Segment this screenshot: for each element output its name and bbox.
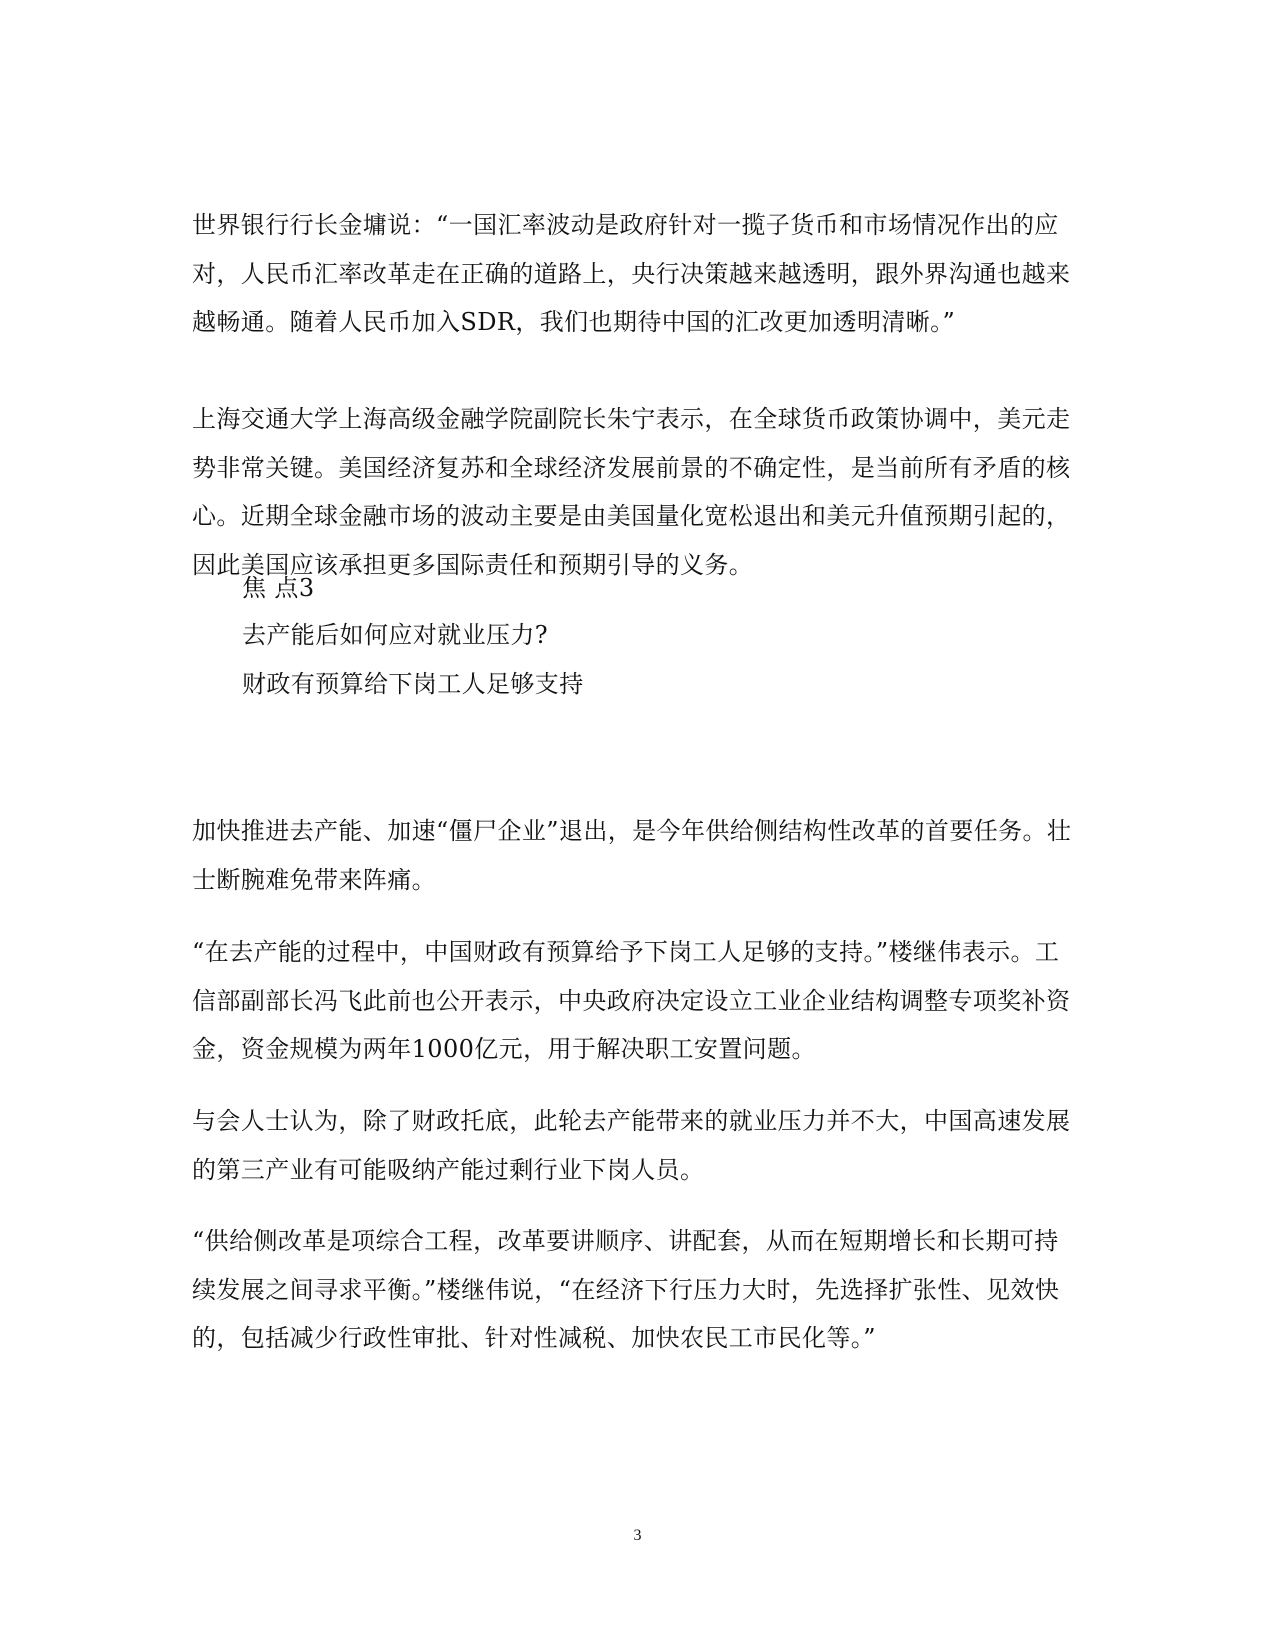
paragraph-employment-pressure: 与会人士认为，除了财政托底，此轮去产能带来的就业压力并不大，中国高速发展的第三产业有可能吸纳产能过剩行业下岗人员。	[192, 1107, 1071, 1184]
paragraph-capacity-reduction: 加快推进去产能、加速“僵尸企业”退出，是今年供给侧结构性改革的首要任务。壮士断腕难免带来阵痛。	[192, 817, 1072, 894]
focus-question: 去产能后如何应对就业压力?	[242, 621, 549, 649]
page-number: 3	[633, 1527, 642, 1544]
paragraph-lou-jiwei-quote: “在去产能的过程中，中国财政有预算给予下岗工人足够的支持。”楼继伟表示。工信部副部长冯飞此前也公开表示，中央政府决定设立工业企业结构调整专项奖补资金，资金规模为两年1000亿元，用于解决职工安置问题。	[192, 938, 1071, 1063]
focus-answer: 财政有预算给下岗工人足够支持	[242, 670, 584, 698]
paragraph-supply-side-reform: “供给侧改革是项综合工程，改革要讲顺序、讲配套，从而在短期增长和长期可持续发展之间寻求平衡。”楼继伟说，“在经济下行压力大时，先选择扩张性、见效快的，包括减少行政性审批、针对性减税、加快农民工市民化等。”	[192, 1227, 1060, 1352]
paragraph-world-bank-quote: 世界银行行长金墉说：“一国汇率波动是政府针对一揽子货币和市场情况作出的应对，人民币汇率改革走在正确的道路上，央行决策越来越透明，跟外界沟通也越来越畅通。随着人民币加入SDR，我们也期待中国的汇改更加透明清晰。”	[192, 211, 1071, 336]
paragraph-zhu-ning-comment: 上海交通大学上海高级金融学院副院长朱宁表示，在全球货币政策协调中，美元走势非常关键。美国经济复苏和全球经济发展前景的不确定性，是当前所有矛盾的核心。近期全球金融市场的波动主要是由美国量化宽松退出和美元升值预期引起的，因此美国应该承担更多国际责任和预期引导的义务。	[192, 405, 1071, 579]
focus-label: 焦 点3	[242, 574, 315, 602]
